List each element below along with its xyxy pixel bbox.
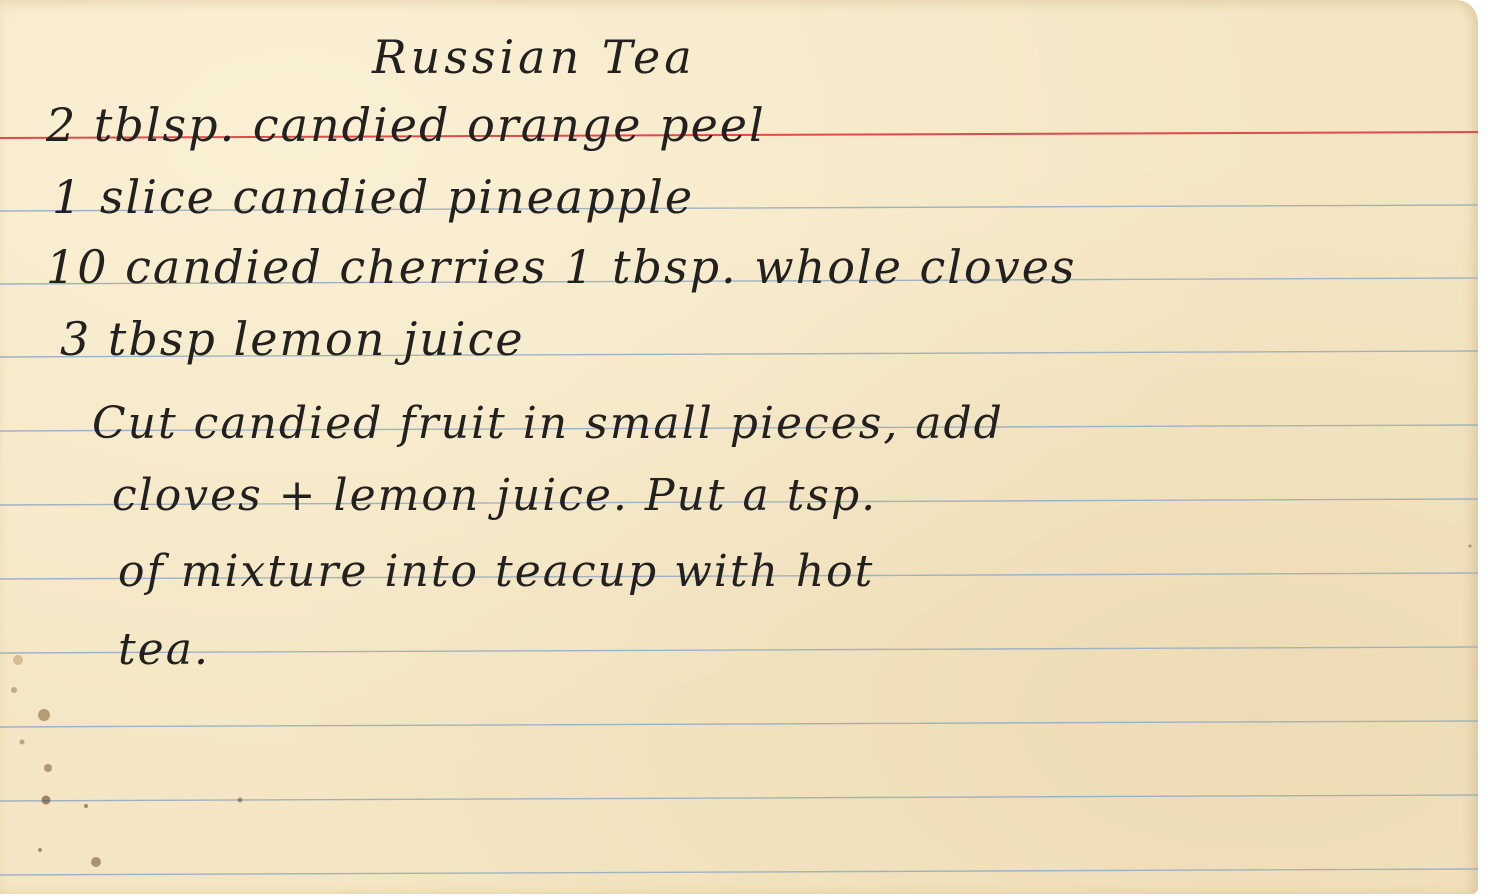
blue-rule-line xyxy=(0,869,1478,875)
direction-line: cloves + lemon juice. Put a tsp. xyxy=(112,470,878,521)
direction-line: of mixture into teacup with hot xyxy=(118,546,875,597)
ingredient-line: 1 slice candied pineapple xyxy=(52,170,695,224)
direction-line: tea. xyxy=(118,624,210,675)
recipe-title: Russian Tea xyxy=(372,30,696,84)
direction-line: Cut candied fruit in small pieces, add xyxy=(92,398,1004,449)
ingredient-line: 2 tblsp. candied orange peel xyxy=(46,98,766,152)
blue-rule-line xyxy=(0,721,1478,727)
blue-rule-line xyxy=(0,795,1478,801)
blue-rule-line xyxy=(0,647,1478,653)
ingredient-line: 10 candied cherries 1 tbsp. whole cloves xyxy=(46,240,1077,294)
ingredient-line: 3 tbsp lemon juice xyxy=(60,312,525,366)
